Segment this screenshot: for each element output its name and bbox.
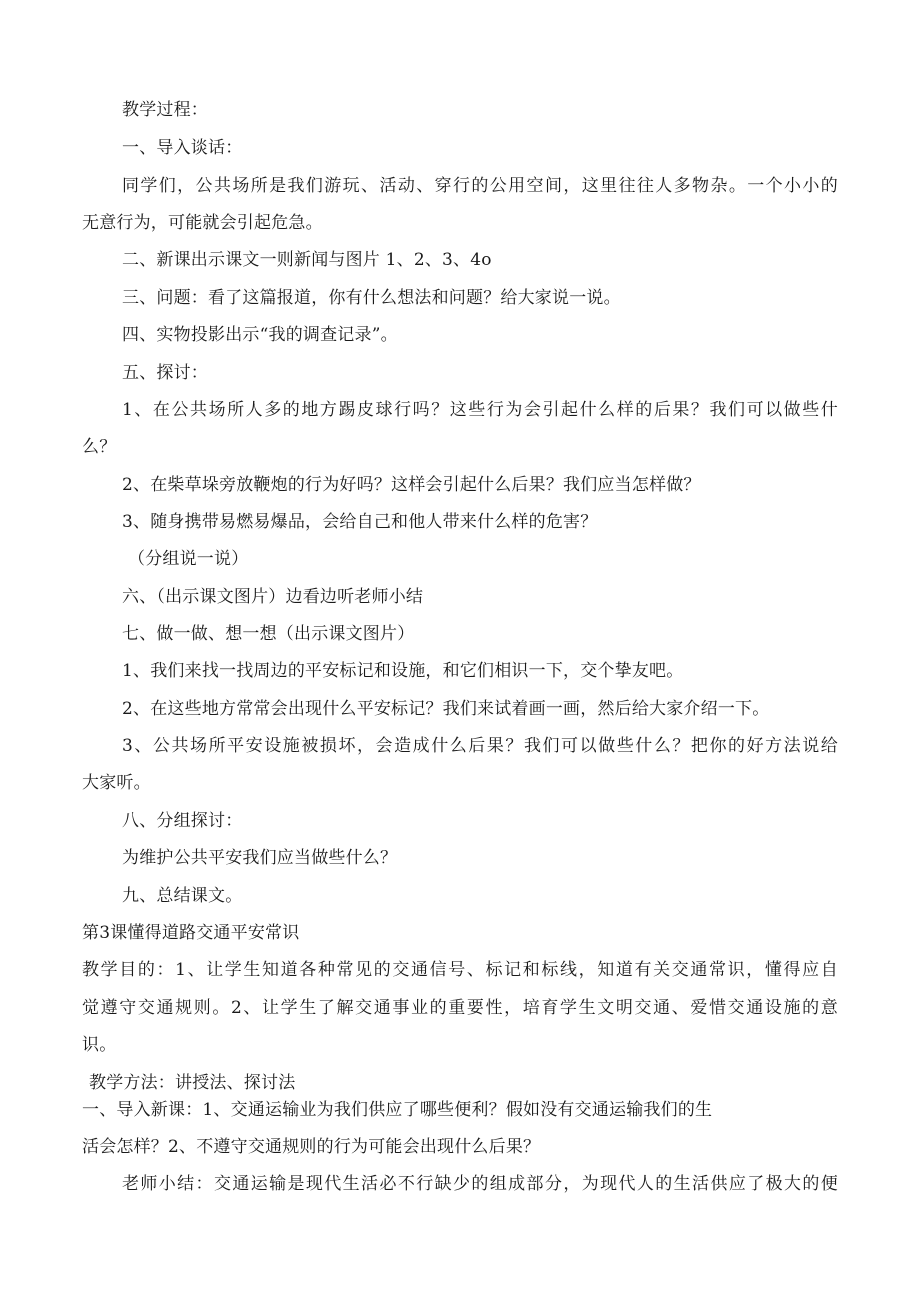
paragraph-line: 2、在这些地方常常会出现什么平安标记？我们来试着画一画，然后给大家介绍一下。 [122, 699, 770, 719]
paragraph-line: 教学方法：讲授法、探讨法 [89, 1073, 296, 1093]
paragraph-line: 3、公共场所平安设施被损坏，会造成什么后果？我们可以做些什么？把你的好方法说给 [122, 736, 838, 756]
paragraph-line: 二、新课出示课文一则新闻与图片 1、2、3、4o [122, 250, 492, 270]
paragraph-line: 1、在公共场所人多的地方踢皮球行吗？这些行为会引起什么样的后果？我们可以做些什 [122, 400, 838, 420]
paragraph-line: 1、我们来找一找周边的平安标记和设施，和它们相识一下，交个挚友吧。 [122, 661, 684, 681]
paragraph-line: 四、实物投影出示“我的调查记录”。 [122, 325, 398, 345]
paragraph-line: 无意行为，可能就会引起危急。 [82, 213, 323, 233]
paragraph-line: 活会怎样？2、不遵守交通规则的行为可能会出现什么后果？ [82, 1137, 541, 1157]
paragraph-line: 大家听。 [82, 773, 151, 793]
paragraph-line: （分组说一说） [128, 549, 249, 569]
paragraph-line: 七、做一做、想一想（出示课文图片） [122, 624, 415, 644]
paragraph-line: 八、分组探讨： [122, 811, 243, 831]
paragraph-line: 六、（出示课文图片）边看边听老师小结 [122, 587, 424, 607]
paragraph-line: 么？ [82, 437, 117, 457]
paragraph-line: 三、问题：看了这篇报道，你有什么想法和问题？给大家说一说。 [122, 288, 621, 308]
paragraph-line: 教学过程： [122, 100, 208, 120]
paragraph-line: 为维护公共平安我们应当做些什么？ [122, 848, 398, 868]
paragraph-line: 一、导入谈话： [122, 138, 243, 158]
paragraph-line: 老师小结：交通运输是现代生活必不行缺少的组成部分，为现代人的生活供应了极大的便 [122, 1174, 838, 1194]
paragraph-line: 同学们，公共场所是我们游玩、活动、穿行的公用空间，这里往往人多物杂。一个小小的 [122, 176, 838, 196]
paragraph-line: 教学目的：1、让学生知道各种常见的交通信号、标记和标线，知道有关交通常识，懂得应自 [82, 960, 838, 980]
paragraph-line: 一、导入新课：1、交通运输业为我们供应了哪些便利？假如没有交通运输我们的生 [82, 1100, 713, 1120]
paragraph-line: 3、随身携带易燃易爆品，会给自己和他人带来什么样的危害？ [122, 512, 598, 532]
paragraph-line: 觉遵守交通规则。2、让学生了解交通事业的重要性，培育学生文明交通、爱惜交通设施的意 [82, 998, 838, 1018]
section-heading: 第3课懂得道路交通平安常识 [82, 923, 300, 943]
paragraph-line: 九、总结课文。 [122, 886, 243, 906]
paragraph-line: 五、探讨： [122, 363, 208, 383]
paragraph-line: 识。 [82, 1035, 117, 1055]
paragraph-line: 2、在柴草垛旁放鞭炮的行为好吗？这样会引起什么后果？我们应当怎样做？ [122, 475, 701, 495]
